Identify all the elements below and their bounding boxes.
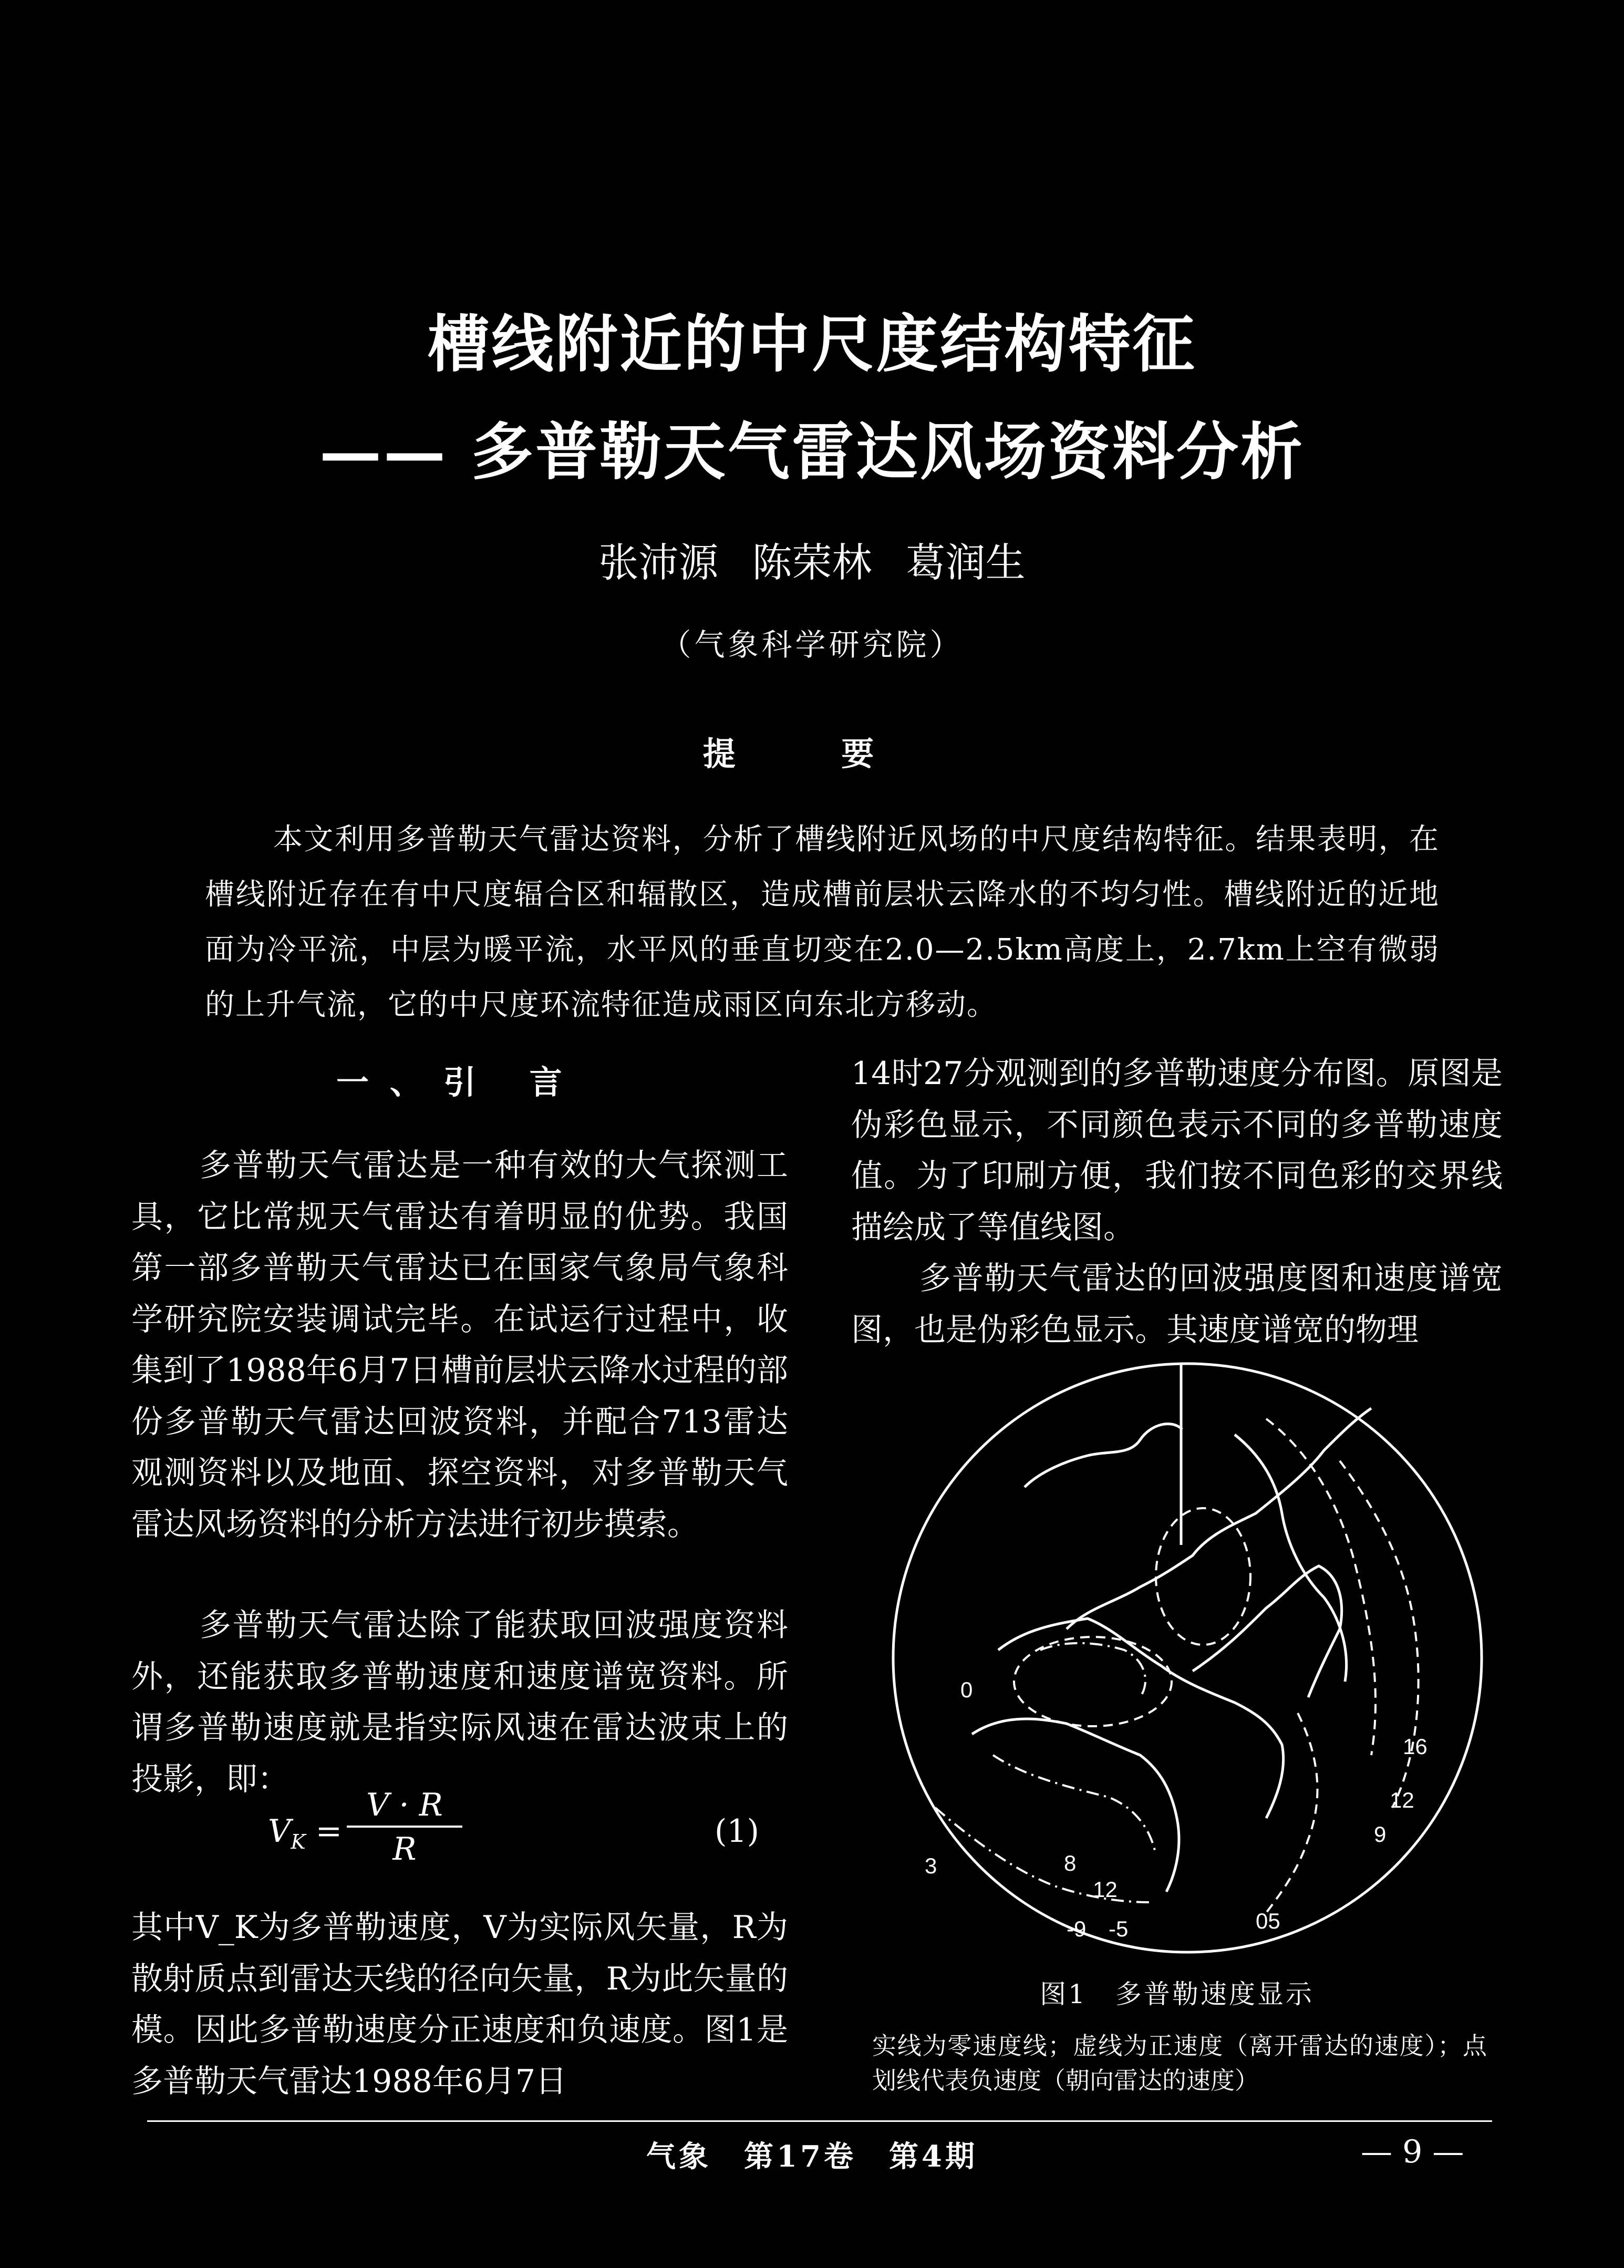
contour-label: 16 [1403,1734,1428,1759]
contour-label: -9 [1067,1916,1087,1941]
radar-range-ring [893,1364,1482,1952]
positive-velocity-contour [1266,1419,1375,1755]
page-number: — 9 — [1361,2133,1464,2170]
affiliation: （气象科学研究院） [660,627,964,663]
contour-label: 12 [1093,1877,1118,1902]
paragraph-text: 多普勒天气雷达除了能获取回波强度资料外，还能获取多普勒速度和速度谱宽资料。所谓多普勒速度就是指实际风速在雷达波束上的投影，即： [131,1607,788,1798]
equation-number: (1) [715,1813,759,1850]
abstract-text: 本文利用多普勒天气雷达资料，分析了槽线附近风场的中尺度结构特征。结果表明，在槽线附近存在有中尺度辐合区和辐散区，造成槽前层状云降水的不均匀性。槽线附近的近地面为冷平流，中层为暖平流，水平风的垂直切变在2.0—2.5km高度上，2.7km上空有微弱的上升气流，它的中尺度环流特征造成雨区向东北方移动。 [205,822,1440,1022]
positive-velocity-contour [1156,1508,1250,1645]
paragraph-text: 多普勒天气雷达的回波强度图和速度谱宽图，也是伪彩色显示。其速度谱宽的物理 [851,1260,1503,1348]
contour-label: 8 [1064,1851,1077,1875]
paper-subtitle: —— 多普勒天气雷达风场资料分析 [319,415,1305,488]
zero-velocity-line [1025,1424,1182,1487]
journal-info: 气象 第17卷 第4期 [646,2139,978,2174]
section-heading: 一、引 言 [336,1063,583,1101]
footer-rule [147,2120,1492,2122]
contour-label: 0 [960,1677,973,1702]
equation-numerator: V · R [347,1787,462,1828]
positive-velocity-contour [1014,1637,1172,1726]
abstract-heading: 提 要 [702,735,922,773]
contour-label: 9 [1374,1822,1387,1847]
zero-velocity-line [1235,1435,1347,1682]
positive-velocity-contour [1266,1713,1317,1913]
negative-velocity-contour [993,1755,1156,1855]
paper-title: 槽线附近的中尺度结构特征 [427,307,1197,380]
contour-label: -5 [1109,1916,1129,1941]
doppler-velocity-figure [867,1356,1508,1960]
intro-paragraph-3 [131,1902,788,2107]
intro-paragraph-2 [131,1600,788,1805]
contour-label: 3 [925,1853,937,1878]
equation-fraction [347,1787,462,1868]
paragraph-text: 多普勒天气雷达是一种有效的大气探测工具，它比常规天气雷达有着明显的优势。我国第一部多普勒天气雷达已在国家气象局气象科学研究院安装调试完毕。在试运行过程中，收集到了1988年6月7日槽前层状云降水过程的部份多普勒天气雷达回波资料，并配合713雷达观测资料以及地面、探空资料，对多普勒天气雷达风场资料的分析方法进行初步摸索。 [131,1147,788,1543]
contour-label: 05 [1256,1909,1280,1933]
paragraph-text: 14时27分观测到的多普勒速度分布图。原图是伪彩色显示，不同颜色表示不同的多普勒速度值。为了印刷方便，我们按不同色彩的交界线描绘成了等值线图。 [851,1055,1503,1246]
right-column-text [851,1048,1503,1356]
abstract [205,812,1440,1033]
contour-label: 12 [1390,1788,1414,1812]
zero-velocity-line [1067,1408,1371,1629]
paragraph-text: 其中V_K为多普勒速度，V为实际风矢量，R为散射质点到雷达天线的径向矢量，R为此矢量的模。因此多普勒速度分正速度和负速度。图1是多普勒天气雷达1988年6月7日 [131,1909,788,2100]
equation-denominator: R [392,1831,417,1868]
equation-lhs: $V_K$ = [268,1813,343,1853]
intro-paragraph-1 [131,1140,788,1550]
negative-velocity-contour [1040,1643,1145,1697]
zero-velocity-line [1193,1566,1342,1697]
authors: 张沛源 陈荣林 葛润生 [598,539,1026,586]
figure-caption: 图1 多普勒速度显示 [1040,1979,1314,2009]
equation-1 [263,1787,767,1886]
figure-note: 实线为零速度线；虚线为正速度（离开雷达的速度）；点划线代表负速度（朝向雷达的速度） [872,2032,1487,2095]
